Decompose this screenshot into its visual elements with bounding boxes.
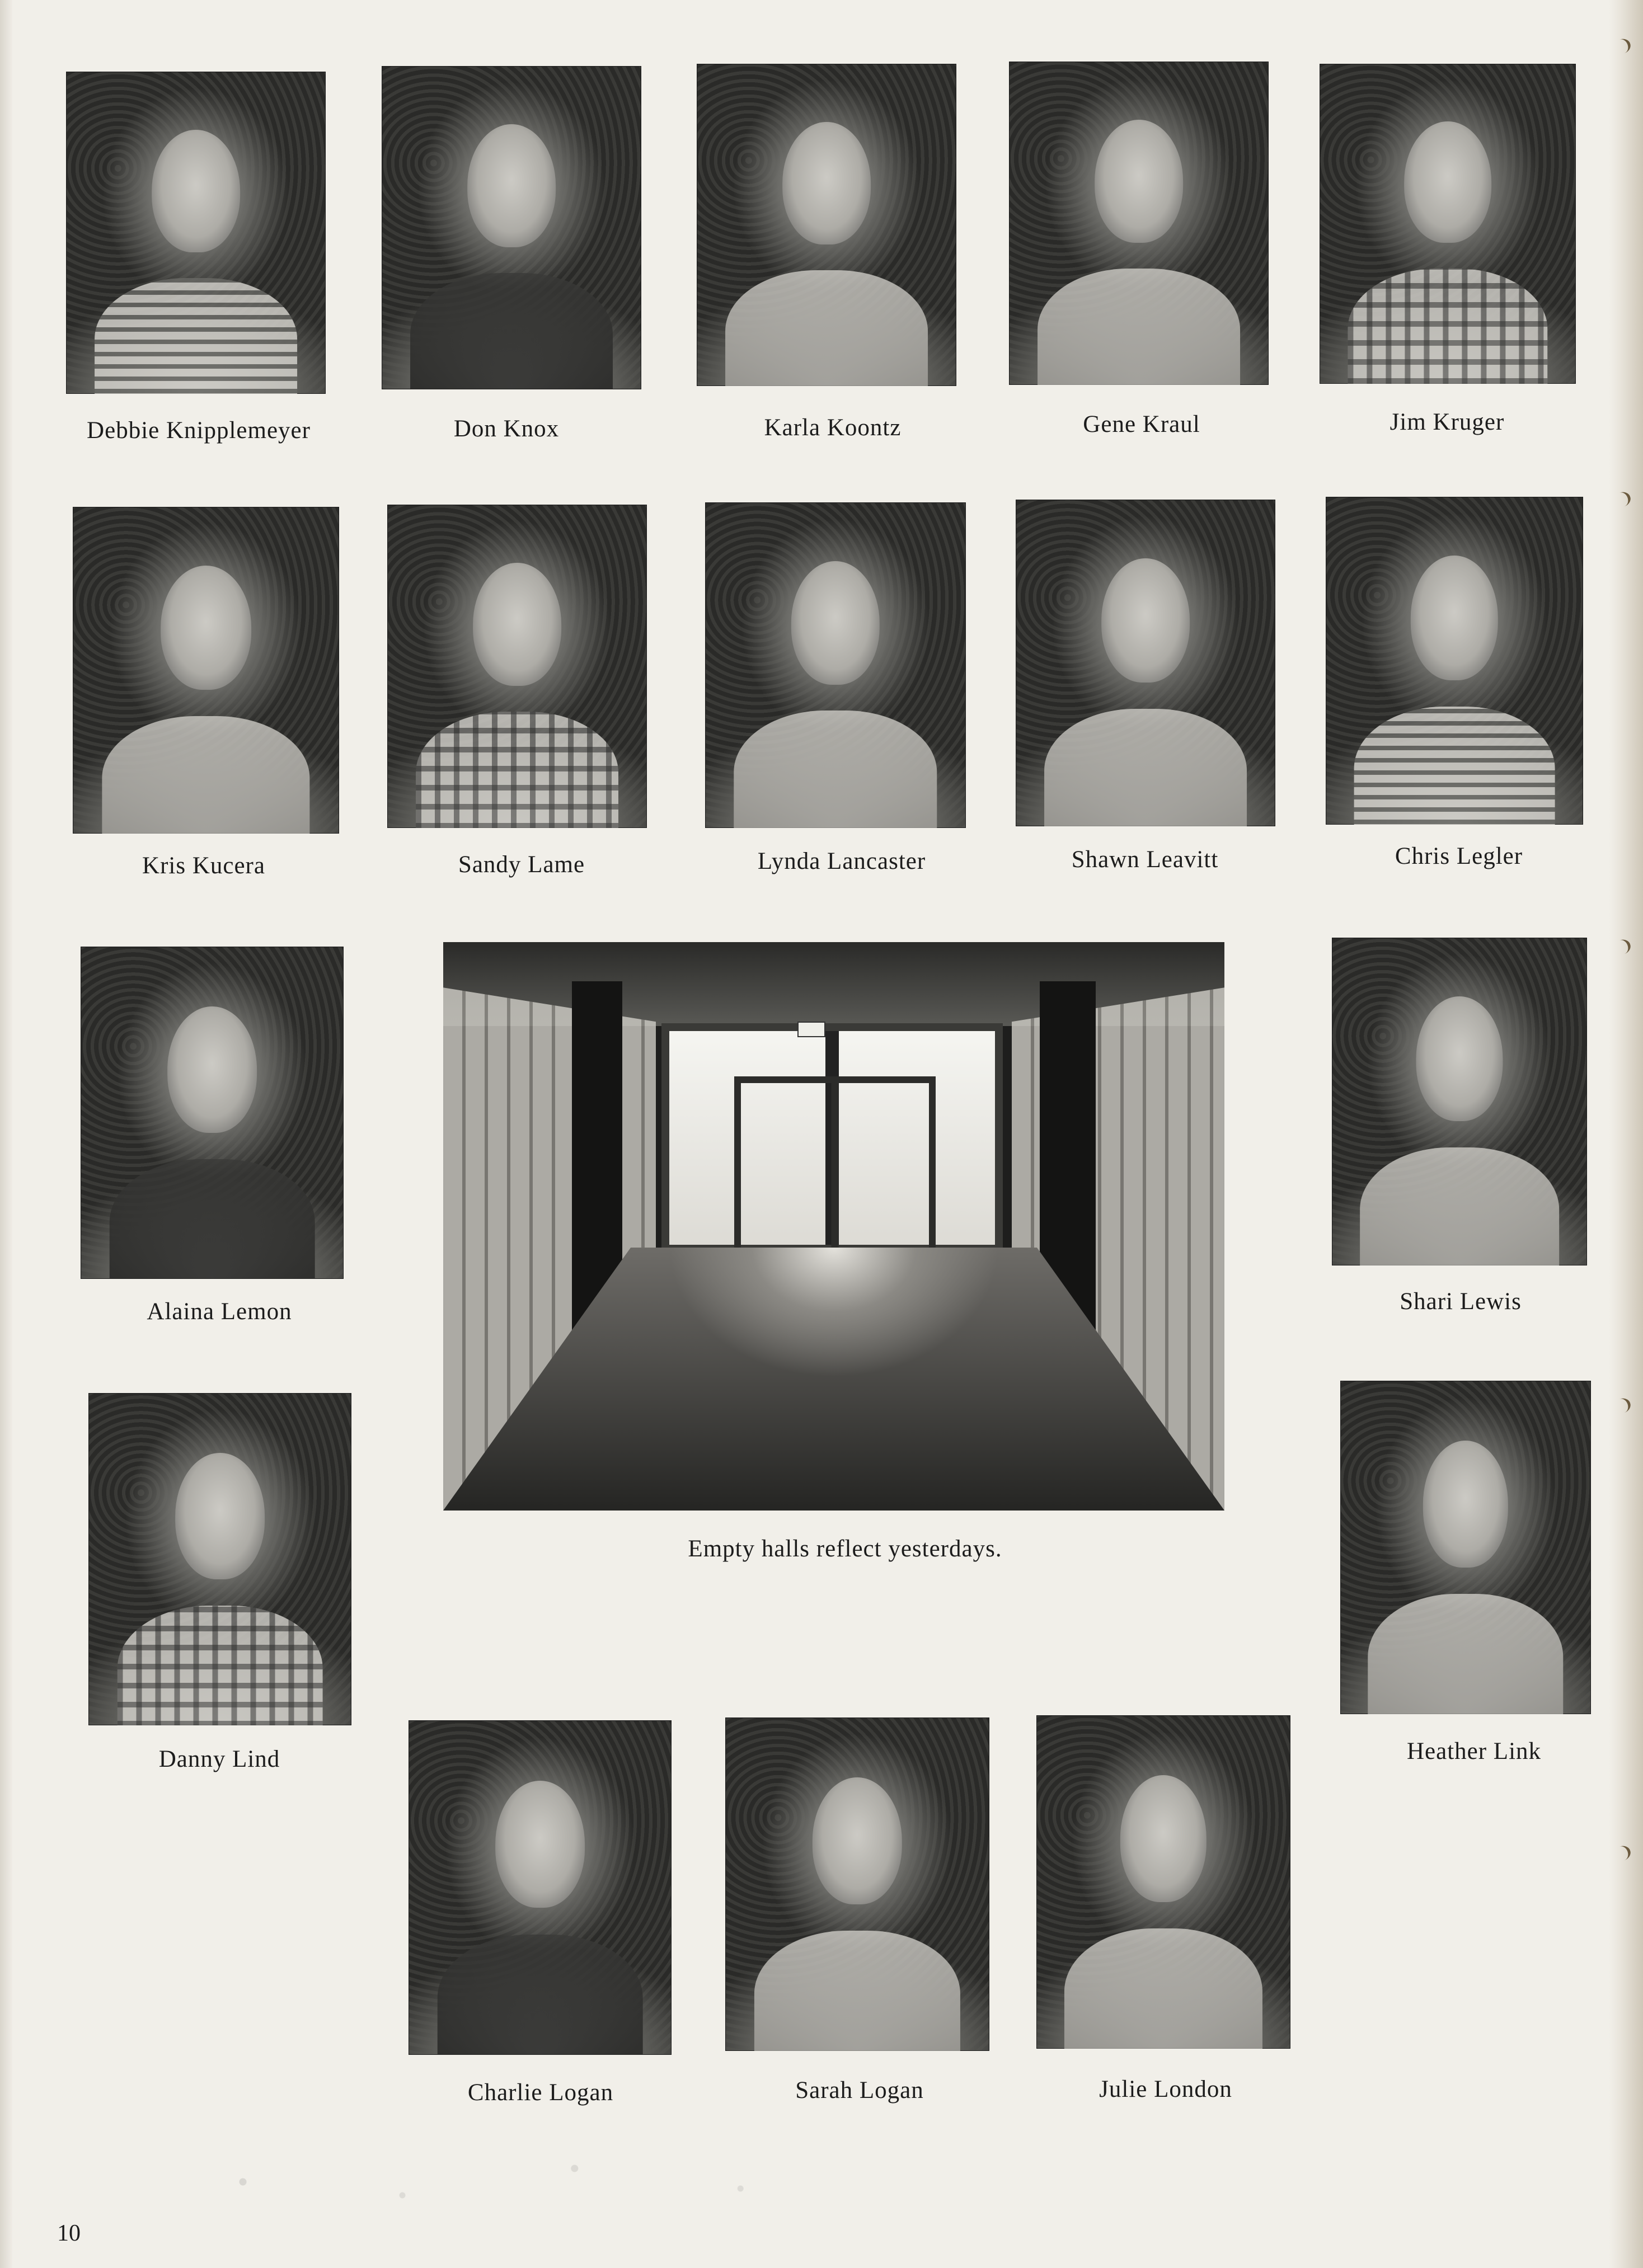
- page-right-edge: [1609, 0, 1643, 2268]
- portrait-photo: [1009, 62, 1269, 385]
- portrait-photo: [705, 502, 966, 828]
- student-name: Kris Kucera: [142, 853, 265, 879]
- student-name: Sandy Lame: [458, 851, 585, 878]
- student-name: Shari Lewis: [1400, 1288, 1522, 1315]
- student-name: Jim Kruger: [1389, 409, 1505, 435]
- student-name: Lynda Lancaster: [757, 848, 926, 874]
- student-name: Don Knox: [453, 416, 560, 442]
- page-binding-edge: [0, 0, 12, 2268]
- student-name: Heather Link: [1406, 1738, 1542, 1764]
- student-name: Alaina Lemon: [147, 1298, 292, 1325]
- student-name: Julie London: [1099, 2076, 1232, 2102]
- print-smudge: [179, 2148, 817, 2215]
- page-number: 10: [57, 2220, 81, 2246]
- portrait-photo: [1332, 938, 1587, 1265]
- portrait-photo: [88, 1393, 351, 1725]
- portrait-photo: [1326, 497, 1583, 825]
- portrait-photo: [66, 72, 326, 394]
- student-name: Shawn Leavitt: [1071, 846, 1219, 873]
- portrait-photo: [697, 64, 956, 386]
- student-name: Sarah Logan: [795, 2077, 924, 2104]
- student-name: Karla Koontz: [764, 415, 902, 441]
- student-name: Debbie Knipplemeyer: [87, 417, 311, 444]
- portrait-photo: [725, 1718, 989, 2051]
- portrait-photo: [1320, 64, 1576, 384]
- portrait-photo: [387, 505, 647, 828]
- student-name: Chris Legler: [1395, 843, 1523, 869]
- student-name: Danny Lind: [158, 1746, 280, 1772]
- portrait-photo: [73, 507, 339, 834]
- portrait-photo: [409, 1720, 672, 2055]
- exit-sign: [797, 1022, 825, 1037]
- portrait-photo: [81, 947, 344, 1279]
- student-name: Gene Kraul: [1083, 411, 1200, 437]
- student-name: Charlie Logan: [467, 2079, 614, 2106]
- empty-hallway-photo: [443, 942, 1224, 1511]
- hallway-photo-caption: Empty halls reflect yesterdays.: [688, 1536, 1002, 1562]
- portrait-photo: [1340, 1381, 1591, 1714]
- portrait-photo: [1016, 500, 1275, 826]
- portrait-photo: [1036, 1715, 1290, 2049]
- portrait-photo: [382, 66, 641, 389]
